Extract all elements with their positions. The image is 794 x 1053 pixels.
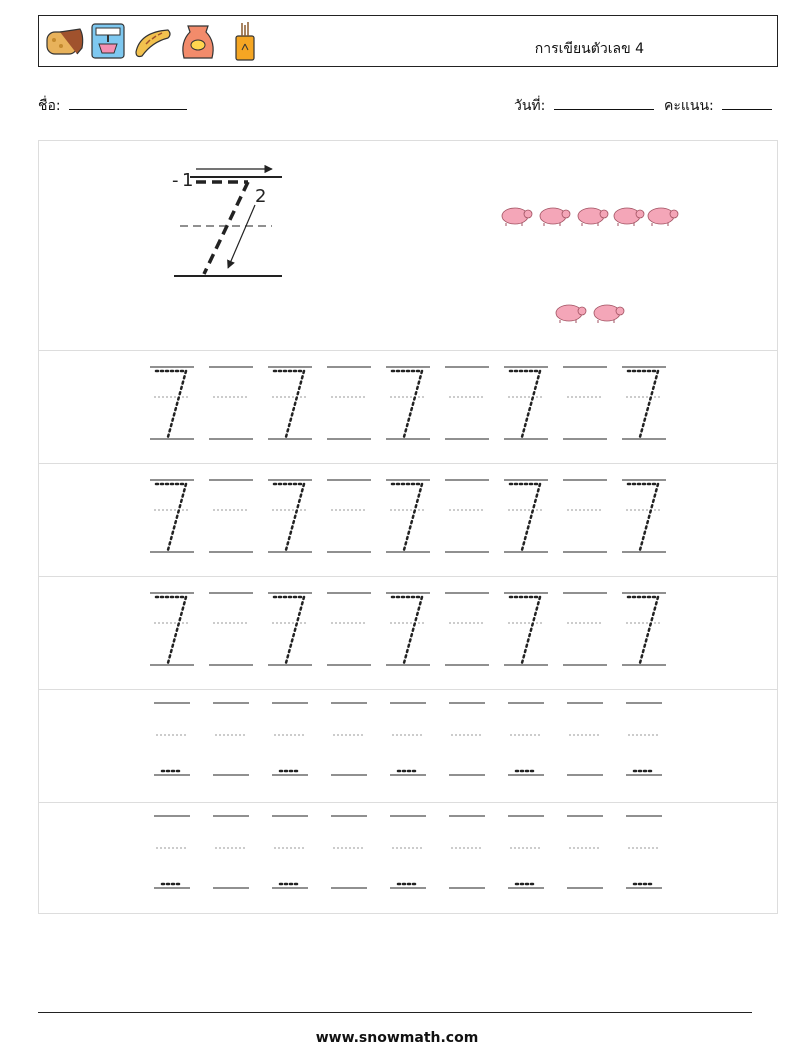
name-label: ชื่อ:: [38, 98, 61, 114]
practice-rows: [150, 367, 666, 888]
blank-cell[interactable]: [449, 816, 485, 888]
blank-cell[interactable]: [563, 480, 607, 552]
blank-cell[interactable]: [154, 703, 190, 775]
trace-seven-cell[interactable]: [386, 480, 430, 552]
date-label: วันที่:: [514, 98, 546, 114]
trace-seven-cell[interactable]: [504, 367, 548, 439]
blank-cell[interactable]: [390, 703, 426, 775]
blank-cell[interactable]: [445, 593, 489, 665]
blank-cell[interactable]: [331, 816, 367, 888]
trace-seven-cell[interactable]: [622, 480, 666, 552]
blank-cell[interactable]: [331, 703, 367, 775]
trace-seven-cell[interactable]: [150, 480, 194, 552]
score-label: คะแนน:: [664, 98, 714, 114]
blank-cell[interactable]: [567, 816, 603, 888]
blank-cell[interactable]: [449, 703, 485, 775]
trace-seven-cell[interactable]: [150, 367, 194, 439]
blank-cell[interactable]: [327, 593, 371, 665]
blank-cell[interactable]: [209, 593, 253, 665]
stroke-label-1: 1: [182, 170, 194, 191]
blank-cell[interactable]: [213, 816, 249, 888]
pig-icon: [578, 208, 608, 226]
page-title: การเขียนตัวเลข 4: [534, 41, 644, 57]
trace-seven-cell[interactable]: [504, 593, 548, 665]
pig-icon: [502, 208, 532, 226]
stroke-label-1: -: [172, 170, 179, 191]
trace-seven-cell[interactable]: [268, 480, 312, 552]
trace-seven-cell[interactable]: [504, 480, 548, 552]
blank-cell[interactable]: [390, 816, 426, 888]
pig-icon: [556, 305, 586, 323]
blank-cell[interactable]: [209, 367, 253, 439]
blank-cell[interactable]: [567, 703, 603, 775]
blank-cell[interactable]: [272, 703, 308, 775]
pig-icon: [614, 208, 644, 226]
blank-cell[interactable]: [508, 703, 544, 775]
pig-icon: [648, 208, 678, 226]
trace-seven-cell[interactable]: [622, 593, 666, 665]
blank-cell[interactable]: [327, 480, 371, 552]
pig-icon: [540, 208, 570, 226]
demo-seven: [172, 169, 282, 276]
blank-cell[interactable]: [213, 703, 249, 775]
blank-cell[interactable]: [626, 703, 662, 775]
blank-cell[interactable]: [272, 816, 308, 888]
footer-divider: [38, 1012, 752, 1013]
blank-cell[interactable]: [508, 816, 544, 888]
pig-icon: [594, 305, 624, 323]
footer-website: www.snowmath.com: [315, 1030, 479, 1046]
stroke-label-2: 2: [255, 186, 267, 207]
trace-seven-cell[interactable]: [150, 593, 194, 665]
blank-cell[interactable]: [209, 480, 253, 552]
blank-cell[interactable]: [445, 367, 489, 439]
blank-cell[interactable]: [563, 367, 607, 439]
trace-seven-cell[interactable]: [268, 367, 312, 439]
blank-cell[interactable]: [626, 816, 662, 888]
blank-cell[interactable]: [327, 367, 371, 439]
counting-pigs: [502, 208, 678, 323]
trace-seven-cell[interactable]: [622, 367, 666, 439]
trace-seven-cell[interactable]: [268, 593, 312, 665]
trace-seven-cell[interactable]: [386, 593, 430, 665]
blank-cell[interactable]: [445, 480, 489, 552]
trace-seven-cell[interactable]: [386, 367, 430, 439]
blank-cell[interactable]: [154, 816, 190, 888]
blank-cell[interactable]: [563, 593, 607, 665]
